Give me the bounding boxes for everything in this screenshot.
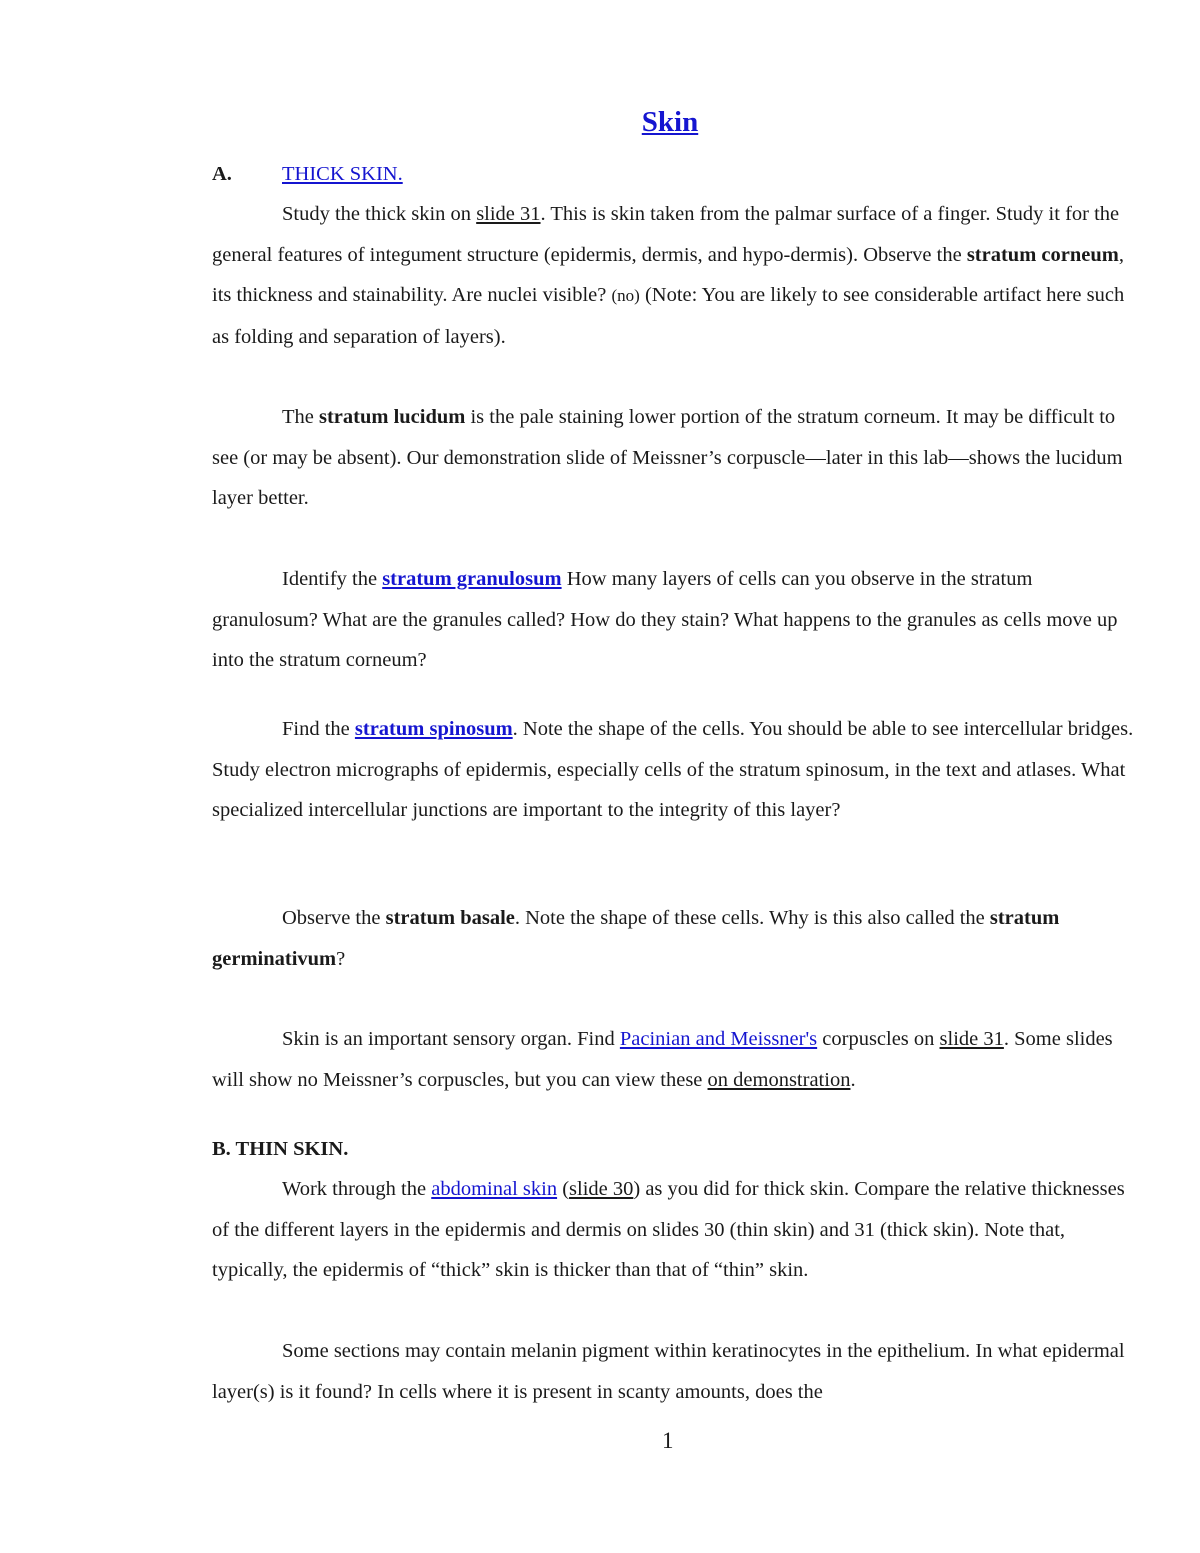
- thin-skin-paragraph-2: Some sections may contain melanin pigment within keratinocytes in the epithelium. In what epidermal layer(s) is it found? In cells where it is present in scanty amounts, does the: [212, 1340, 1125, 1403]
- stratum-germinativum-term: stratum germinativum: [212, 907, 1060, 970]
- stratum-spinosum-link[interactable]: stratum spinosum: [354, 718, 513, 740]
- page-number: 1: [662, 1428, 674, 1453]
- thick-skin-paragraph-5: Observe the stratum basale. Note the shape of these cells. Why is this also called the stratum germinativum?: [212, 907, 1060, 970]
- stratum-granulosum-link[interactable]: stratum granulosum: [382, 568, 562, 590]
- abdominal-skin-link[interactable]: abdominal skin: [431, 1178, 558, 1200]
- section-a-title-link[interactable]: THICK SKIN.: [282, 163, 403, 185]
- thick-skin-paragraph-3: Identify the stratum granulosum How many layers of cells can you observe in the stratum granulosum? What are the granules called? How do they stain? What happens to the granules as cells move up into the stratum corneum?: [212, 568, 1118, 672]
- thick-skin-paragraph-1: Study the thick skin on slide 31. This is skin taken from the palmar surface of a finger. Study it for the general features of integument structure (epidermis, dermis, and hypo-dermis). Observe the stratum corneum, its thickness and stainability. Are nuclei visible? (no) (Note: You are likely to see considerable artifact here such as folding and separation of layers).: [212, 203, 1125, 349]
- slide-30-link[interactable]: slide 30: [569, 1178, 634, 1200]
- slide-31-link-2[interactable]: slide 31: [939, 1028, 1004, 1050]
- stratum-corneum-term: stratum corneum: [966, 243, 1119, 266]
- stratum-basale-term: stratum basale: [385, 907, 515, 929]
- answer-no: (no): [611, 286, 640, 306]
- thick-skin-paragraph-4: Find the stratum spinosum. Note the shape of the cells. You should be able to see intercellular bridges. Study electron micrographs of epidermis, especially cells of the stratum spinosum, in the text and atlases. What specialized intercellular junctions are important to the integrity of this layer?: [212, 718, 1134, 822]
- on-demonstration-link[interactable]: on demonstration: [707, 1068, 851, 1091]
- slide-31-link[interactable]: slide 31: [476, 203, 541, 225]
- section-b-title: B. THIN SKIN.: [212, 1138, 349, 1160]
- thin-skin-paragraph-1: Work through the abdominal skin (slide 30) as you did for thick skin. Compare the relative thicknesses of the different layers in the epidermis and dermis on slides 30 (thin skin) and 31 (thick skin). Note that, typically, the epidermis of “thick” skin is thicker than that of “thin” skin.: [212, 1178, 1125, 1282]
- page-title[interactable]: Skin: [641, 106, 699, 138]
- stratum-lucidum-term: stratum lucidum: [319, 406, 466, 428]
- pacinian-meissner-link[interactable]: Pacinian and Meissner's: [619, 1028, 818, 1050]
- thick-skin-paragraph-2: The stratum lucidum is the pale staining lower portion of the stratum corneum. It may be difficult to see (or may be absent). Our demonstration slide of Meissner’s corpuscle—later in this lab—shows the lucidum layer better.: [212, 406, 1123, 510]
- thick-skin-paragraph-6: Skin is an important sensory organ. Find Pacinian and Meissner's corpuscles on slide 31. Some slides will show no Meissner’s corpuscles, but you can view these on demonstration.: [212, 1028, 1113, 1091]
- section-a-label: A.: [212, 163, 232, 185]
